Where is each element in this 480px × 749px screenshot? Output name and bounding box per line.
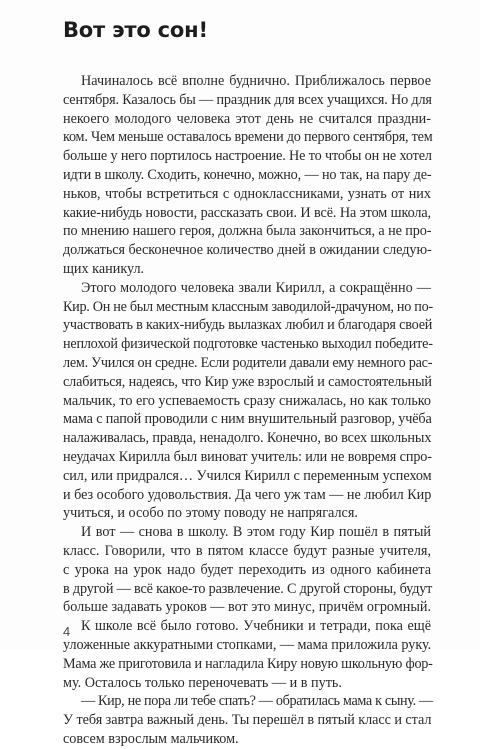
text-line: в другой — всё какое-то развлечение. С другой стороны, будут [63,580,433,597]
chapter-title: Вот это сон! [63,18,208,42]
paragraph [63,279,431,523]
text-line: сил, или придрался… Учился Кирилл с переменным успехом [63,467,432,484]
text-line: У тебя завтра важный день. Ты перешёл в пятый класс и стал [63,712,432,729]
text-line: ньков, чтобы встретиться с одноклассниками, узнать от них [63,185,431,202]
text-line: неудачах Кирилла был виноват учитель: или не вовремя спро- [63,448,432,465]
page-number: 4 [63,624,71,639]
text-line: и без особого удовольствия. Да чего уж там — не любил Кир [63,486,432,503]
text-line: по мнению нашего героя, должна была закончиться, а не про- [63,223,432,240]
text-line: — Кир, не пора ли тебе спать? — обратилась мама к сыну. — [81,693,433,710]
text-line: с урока на урок надо будет переходить из одного кабинета [63,561,431,578]
text-line: класс. Говорили, что в пятом классе будут разные учителя, [63,542,431,559]
text-line: некоего молодого человека этот день не считался праздни- [63,110,431,127]
text-line: какие-нибудь новости, рассказать свои. И всё. На этом школа, [63,204,431,221]
text-line: уложенные аккуратными стопками, — мама приложила руку. [63,636,432,653]
text-line: К школе всё было готово. Учебники и тетради, пока ещё [81,618,431,635]
text-line: му. Осталось только переночевать — и в путь. [63,674,342,691]
text-line: Начиналось всё вполне буднично. Приближалось первое [81,73,431,89]
paragraph [63,617,431,692]
text-line: больше задавать уроков — вот это минус, причём огромный. [63,599,432,616]
text-line: мама с папой проводили с ним внушительный разговор, учёба [63,411,432,428]
text-line: Мама же приготовила и нагладила Киру новую школьную фор- [63,655,433,672]
text-line: мальчик, то его успеваемость сразу снижалась, но как только [63,392,431,409]
text-line: лем. Учился он средне. Если родители давали ему немного рас- [63,354,433,371]
text-line: идти в школу. Сходить, конечно, можно, — но так, на пару де- [63,166,432,183]
text-line: должаться бесконечное количество дней в ожидании следую- [63,242,432,259]
text-line: слабиться, надеясь, что Кир уже взрослый и самостоятельный [63,373,432,390]
text-line: налаживалась, правда, ненадолго. Конечно, во всех школьных [63,430,432,447]
text-line: И вот — снова в школу. В этом году Кир пошёл в пятый [81,524,431,541]
text-line: участвовать в каких-нибудь вылазках любил и благодаря своей [63,317,433,334]
text-line: Кир. Он не был местным классным заводилой-драчуном, но по- [63,298,433,315]
text-line: Этого молодого человека звали Кирилл, а сокращённо — [81,279,431,296]
chapter-body [63,72,431,749]
text-line: неплохой физической подготовке частенько выходил победите- [63,336,433,353]
paragraph [63,523,431,617]
text-line: больше у него портилось настроение. Не то чтобы он не хотел [63,148,432,165]
paragraph [63,692,431,748]
text-line: ком. Чем меньше оставалось времени до первого сентября, тем [63,129,433,146]
text-line: щих каникул. [63,260,145,277]
text-line: учиться, и особо по этому поводу не напрягался. [63,505,358,522]
text-line: совсем взрослым мальчиком. [63,730,239,747]
paragraph [63,72,431,279]
text-line: сентября. Казалось бы — праздник для всех учащихся. Но для [63,91,432,108]
